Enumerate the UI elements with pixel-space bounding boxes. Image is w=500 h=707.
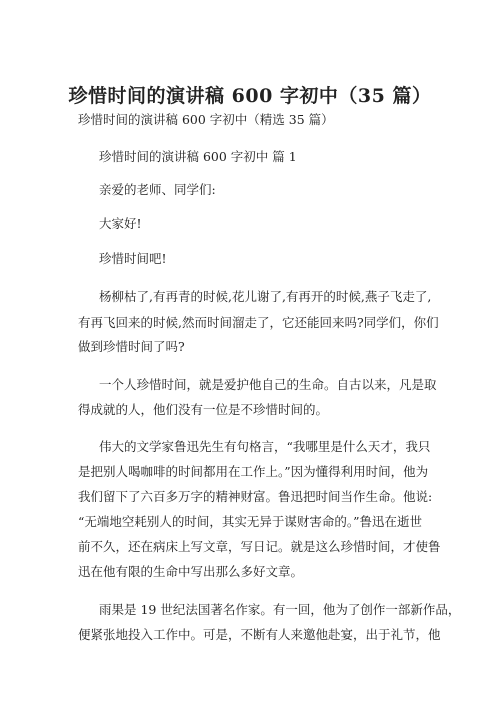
section-heading: 珍惜时间的演讲稿 600 字初中 篇 1: [99, 149, 297, 164]
paragraph-line: 杨柳枯了,有再青的时候,花儿谢了,有再开的时候,燕子飞走了,: [99, 289, 432, 304]
paragraph-line: 一个人珍惜时间，就是爱护他自己的生命。自古以来，凡是取: [99, 377, 437, 392]
paragraph-line: 前不久，还在病床上写文章，写日记。就是这么珍惜时间，才使鲁: [78, 539, 441, 554]
paragraph-line: 雨果是 19 世纪法国著名作家。有一回，他为了创作一部新作品，: [99, 602, 461, 617]
paragraph-line: “无端地空耗别人的时间，其实无异于谋财害命的。”鲁迅在逝世: [78, 514, 423, 529]
paragraph-line: 做到珍惜时间了吗?: [78, 339, 185, 354]
document-subtitle: 珍惜时间的演讲稿 600 字初中（精选 35 篇）: [78, 112, 334, 127]
document-title: 珍惜时间的演讲稿 600 字初中（35 篇）: [68, 85, 432, 107]
salutation: 亲爱的老师、同学们:: [99, 182, 216, 197]
paragraph-line: 便紧张地投入工作中。可是，不断有人来邀他赴宴，出于礼节，他: [78, 627, 441, 642]
paragraph-line: 迅在他有限的生命中写出那么多好文章。: [78, 564, 304, 579]
opening-line: 珍惜时间吧!: [99, 251, 167, 266]
paragraph-line: 得成就的人，他们没有一位是不珍惜时间的。: [78, 402, 329, 417]
greeting: 大家好!: [99, 216, 142, 231]
paragraph-line: 是把别人喝咖啡的时间都用在工作上。”因为懂得利用时间，他为: [78, 464, 429, 479]
paragraph-line: 有再飞回来的时候,然而时间溜走了，它还能回来吗?同学们，你们: [78, 315, 439, 330]
paragraph-line: 伟大的文学家鲁迅先生有句格言，“我哪里是什么天才，我只: [99, 439, 431, 454]
paragraph-line: 我们留下了六百多万字的精神财富。鲁迅把时间当作生命。他说:: [78, 489, 433, 504]
